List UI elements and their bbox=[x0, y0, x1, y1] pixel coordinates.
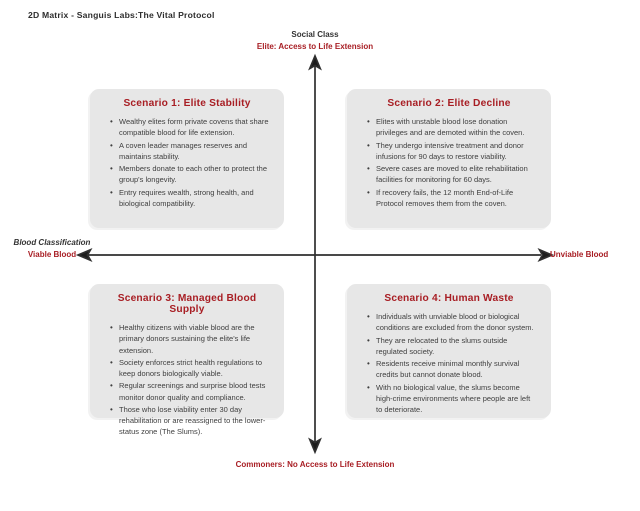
quadrant-scenario-2 bbox=[347, 89, 551, 228]
bullet-item: • Members donate to each other to protect the group's longevity. bbox=[110, 163, 270, 186]
bullet-item: • With no biological value, the slums become high-crime environments where people are left to deteriorate. bbox=[367, 382, 537, 416]
bullet-item: • Residents receive minimal monthly survival credits but cannot donate blood. bbox=[367, 358, 537, 381]
bullet-item: • Severe cases are moved to elite rehabilitation facilities for monitoring for 60 days. bbox=[367, 163, 537, 186]
quadrant-title: Scenario 1: Elite Stability bbox=[123, 98, 251, 109]
bullet-item: • Entry requires wealth, strong health, and biological compatibility. bbox=[110, 187, 270, 210]
vertical-axis-top-label bbox=[205, 29, 425, 52]
horizontal-axis-right-label bbox=[550, 249, 630, 261]
bullet-item: • Wealthy elites form private covens that share compatible blood for life extension. bbox=[110, 116, 270, 139]
bullet-item: • Regular screenings and surprise blood tests monitor donor quality and compliance. bbox=[110, 380, 270, 403]
page-title: 2D Matrix - Sanguis Labs:The Vital Protocol bbox=[28, 10, 215, 20]
horizontal-axis-right-extreme: Unviable Blood bbox=[550, 250, 609, 259]
horizontal-axis-left-extreme: Viable Blood bbox=[27, 249, 77, 259]
bullet-item: • Healthy citizens with viable blood are the primary donors sustaining the elite's life extension. bbox=[110, 322, 270, 356]
quadrant-bullet-list bbox=[102, 116, 272, 209]
bullet-item: • Elites with unstable blood lose donation privileges and are demoted within the coven. bbox=[367, 116, 537, 139]
bullet-item: • Individuals with unviable blood or biological conditions are excluded from the donor system. bbox=[367, 311, 537, 334]
bullet-item: • Those who lose viability enter 30 day rehabilitation or are reassigned to the lower-status zone (The Slums). bbox=[110, 404, 270, 438]
quadrant-scenario-3 bbox=[90, 284, 284, 437]
quadrant-scenario-1 bbox=[90, 89, 284, 228]
bullet-item: • They are relocated to the slums outside regulated society. bbox=[367, 335, 537, 358]
bullet-item: • Society enforces strict health regulations to keep donors biologically viable. bbox=[110, 357, 270, 380]
bullet-item: • They undergo intensive treatment and donor infusions for 90 days to restore viability. bbox=[367, 140, 537, 163]
horizontal-axis-left-label bbox=[10, 237, 94, 260]
quadrant-bullet-list bbox=[359, 311, 539, 415]
quadrant-title: Scenario 3: Managed Blood Supply bbox=[117, 293, 257, 315]
bullet-item: • If recovery fails, the 12 month End-of-Life Protocol removes them from the coven. bbox=[367, 187, 537, 210]
vertical-axis-bottom-extreme: Commoners: No Access to Life Extension bbox=[235, 460, 395, 469]
horizontal-axis-name: Blood Classification bbox=[13, 238, 91, 247]
quadrant-title: Scenario 2: Elite Decline bbox=[387, 98, 511, 109]
quadrant-bullet-list bbox=[102, 322, 272, 438]
vertical-axis-bottom-label bbox=[185, 459, 445, 471]
vertical-axis-name: Social Class bbox=[291, 30, 339, 39]
quadrant-title: Scenario 4: Human Waste bbox=[384, 293, 514, 304]
quadrant-scenario-4 bbox=[347, 284, 551, 418]
vertical-axis-top-extreme: Elite: Access to Life Extension bbox=[256, 41, 374, 51]
quadrant-bullet-list bbox=[359, 116, 539, 209]
bullet-item: • A coven leader manages reserves and maintains stability. bbox=[110, 140, 270, 163]
